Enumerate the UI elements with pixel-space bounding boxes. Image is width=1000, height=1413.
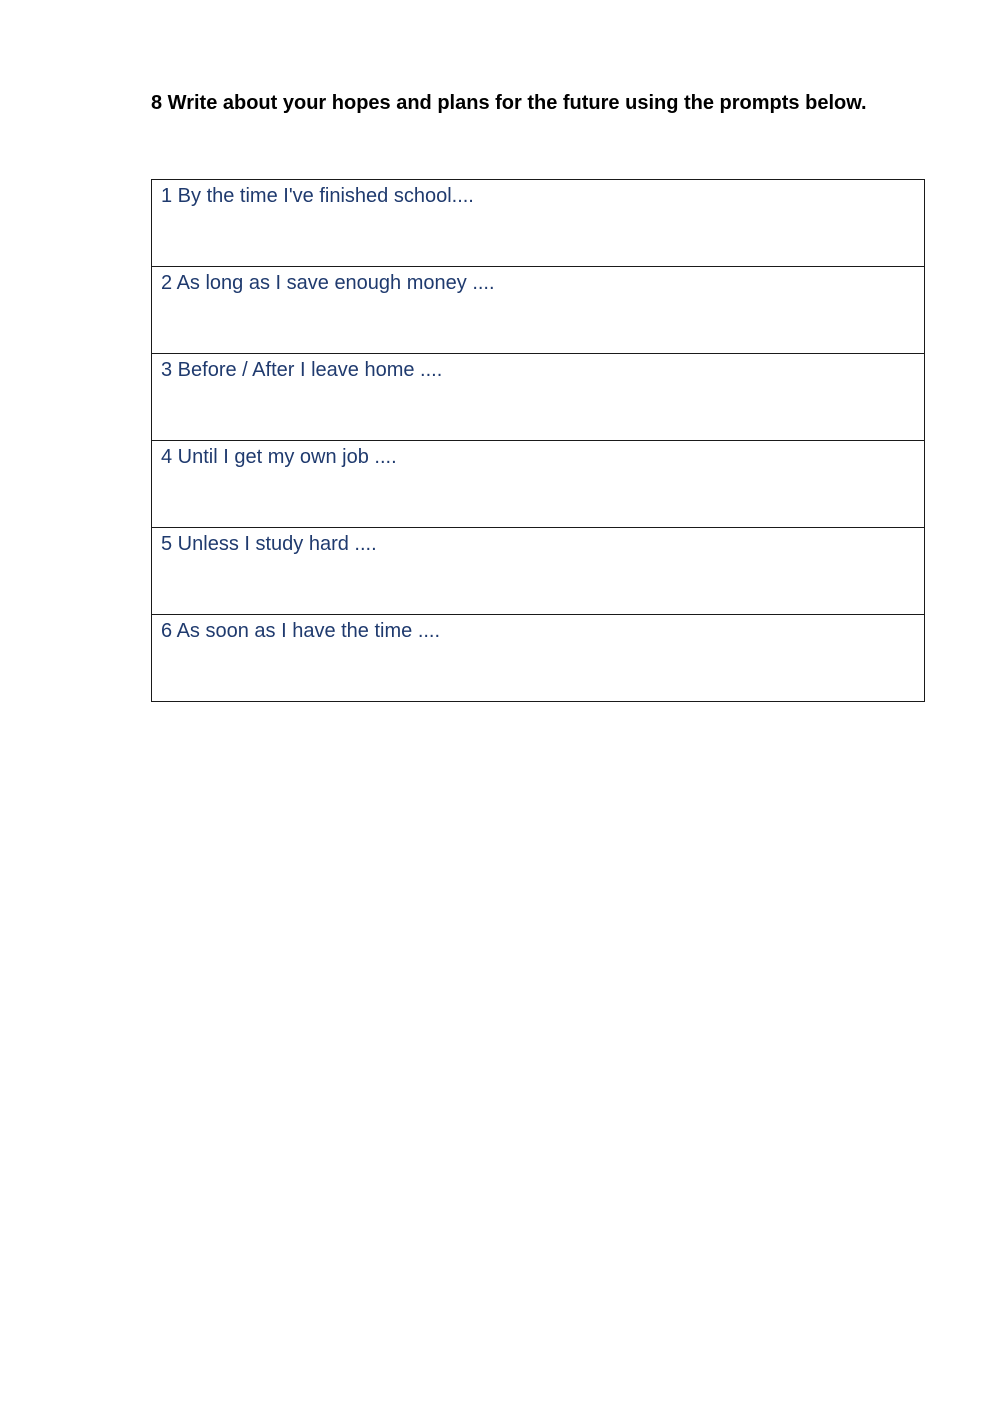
answer-cell[interactable] (152, 528, 925, 615)
answer-cell[interactable] (152, 615, 925, 702)
prompt-text: 2 As long as I save enough money .... (161, 272, 495, 294)
table-row (152, 180, 925, 267)
answer-cell[interactable] (152, 267, 925, 354)
prompts-table (151, 179, 925, 702)
table-row (152, 354, 925, 441)
prompt-text: 3 Before / After I leave home .... (161, 359, 443, 381)
prompt-text: 6 As soon as I have the time .... (161, 620, 441, 642)
table-row (152, 267, 925, 354)
exercise-instruction: 8 Write about your hopes and plans for the future using the prompts below. (151, 92, 867, 114)
table-row (152, 441, 925, 528)
prompt-text: 4 Until I get my own job .... (161, 446, 397, 468)
table-row (152, 615, 925, 702)
table-row (152, 528, 925, 615)
answer-cell[interactable] (152, 354, 925, 441)
answer-cell[interactable] (152, 441, 925, 528)
prompt-text: 1 By the time I've finished school.... (161, 185, 474, 207)
prompt-text: 5 Unless I study hard .... (161, 533, 377, 555)
answer-cell[interactable] (152, 180, 925, 267)
